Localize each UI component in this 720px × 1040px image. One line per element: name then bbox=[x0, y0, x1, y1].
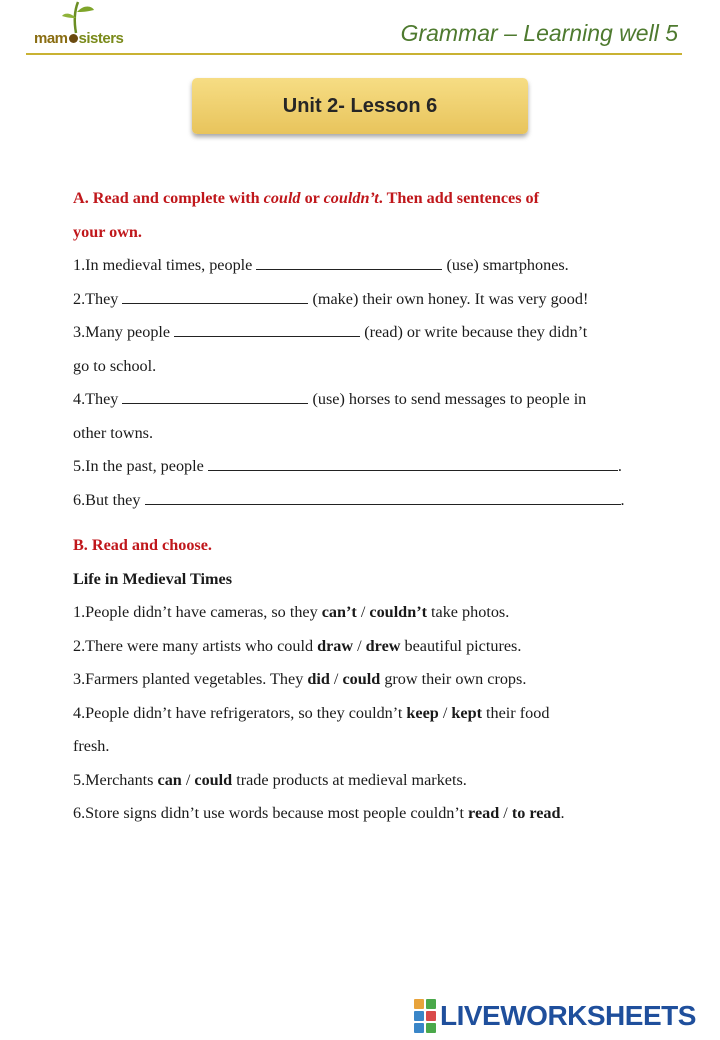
question-b4-cont: fresh. bbox=[73, 737, 110, 755]
question-text: . bbox=[560, 804, 565, 822]
section-a-heading-or: or bbox=[300, 189, 324, 207]
answer-blank-a2[interactable] bbox=[122, 289, 308, 304]
question-a6 bbox=[73, 484, 653, 518]
liveworksheets-brand: LIVEWORKSHEETS bbox=[440, 1000, 696, 1031]
question-text: 6.Store signs didn’t use words because most people couldn’t bbox=[73, 804, 469, 822]
page-header bbox=[0, 0, 720, 60]
question-text: beautiful pictures. bbox=[400, 636, 522, 655]
sprout-icon bbox=[56, 0, 96, 34]
header-title: Grammar – Learning well 5 bbox=[400, 20, 678, 46]
question-text: 4.People didn’t have refrigerators, so they couldn’t bbox=[73, 703, 407, 722]
answer-blank-a5[interactable] bbox=[208, 456, 618, 471]
choice-option-1[interactable]: keep bbox=[406, 703, 439, 722]
question-text: 1.People didn’t have cameras, so they bbox=[73, 603, 322, 621]
question-text: take photos. bbox=[426, 603, 510, 621]
choice-option-1[interactable]: did bbox=[307, 670, 330, 688]
logo-text-mam: mam bbox=[34, 30, 68, 47]
answer-blank-a1[interactable] bbox=[256, 255, 442, 270]
question-text: trade products at medieval markets. bbox=[232, 770, 467, 789]
choice-option-2[interactable]: could bbox=[342, 670, 381, 688]
question-b2 bbox=[73, 630, 653, 664]
question-text: 2.There were many artists who could bbox=[73, 636, 318, 655]
mamsisters-logo bbox=[30, 0, 130, 52]
choice-separator: / bbox=[353, 636, 366, 655]
choice-option-1[interactable]: can’t bbox=[321, 603, 357, 621]
question-a3 bbox=[73, 316, 653, 350]
question-b4 bbox=[73, 697, 653, 731]
question-text: 4.They bbox=[73, 390, 123, 408]
question-b6 bbox=[73, 797, 653, 831]
choice-option-1[interactable]: can bbox=[157, 770, 182, 789]
question-text: 5.Merchants bbox=[73, 770, 158, 789]
section-a-heading bbox=[73, 182, 653, 216]
question-text: 6.But they bbox=[73, 490, 145, 509]
choice-separator: / bbox=[329, 670, 343, 688]
section-b-heading: B. Read and choose. bbox=[73, 536, 212, 554]
question-a4 bbox=[73, 383, 653, 417]
choice-option-2[interactable]: kept bbox=[451, 703, 482, 722]
choice-separator: / bbox=[499, 804, 512, 822]
question-a5 bbox=[73, 450, 653, 484]
question-text: grow their own crops. bbox=[380, 670, 527, 688]
question-a4-cont: other towns. bbox=[73, 423, 154, 442]
question-text: 3.Farmers planted vegetables. They bbox=[73, 670, 308, 688]
question-text: . bbox=[617, 457, 622, 475]
header-divider bbox=[26, 53, 682, 55]
question-text: 1.In medieval times, people bbox=[73, 256, 257, 274]
choice-option-2[interactable]: drew bbox=[365, 636, 401, 655]
question-text: their food bbox=[481, 703, 550, 722]
question-a2 bbox=[73, 283, 653, 317]
question-text: (use) horses to send messages to people in bbox=[308, 390, 587, 408]
choice-separator: / bbox=[438, 703, 452, 722]
section-a-heading-couldnt: couldn’t bbox=[323, 189, 379, 207]
section-a-heading-text: A. Read and complete with bbox=[73, 189, 264, 207]
question-text: 5.In the past, people bbox=[73, 457, 208, 475]
answer-blank-a6[interactable] bbox=[145, 490, 621, 505]
section-a-heading-cont: your own. bbox=[73, 222, 142, 241]
question-text: (make) their own honey. It was very good! bbox=[308, 289, 589, 308]
question-text: 2.They bbox=[73, 289, 123, 308]
section-gap bbox=[73, 517, 653, 529]
question-a3-cont: go to school. bbox=[73, 356, 157, 375]
choice-separator: / bbox=[181, 770, 195, 789]
seed-icon bbox=[69, 34, 78, 43]
question-b5 bbox=[73, 764, 653, 798]
question-b1 bbox=[73, 596, 653, 630]
question-b3 bbox=[73, 663, 653, 697]
lesson-title-box bbox=[192, 78, 528, 134]
worksheet-content bbox=[73, 182, 653, 831]
question-text: (read) or write because they didn’t bbox=[360, 323, 588, 341]
section-a-heading-could: could bbox=[263, 189, 301, 207]
question-text: (use) smartphones. bbox=[442, 256, 569, 274]
liveworksheets-footer bbox=[414, 1000, 696, 1032]
section-a-heading-text-2: . Then add sentences of bbox=[378, 189, 540, 207]
choice-option-1[interactable]: draw bbox=[317, 636, 354, 655]
choice-option-1[interactable]: read bbox=[468, 804, 500, 822]
question-text: 3.Many people bbox=[73, 323, 175, 341]
answer-blank-a4[interactable] bbox=[122, 389, 308, 404]
choice-separator: / bbox=[356, 603, 370, 621]
choice-option-2[interactable]: to read bbox=[511, 804, 561, 822]
lesson-title: Unit 2- Lesson 6 bbox=[282, 94, 438, 117]
choice-option-2[interactable]: could bbox=[194, 770, 233, 789]
question-a1 bbox=[73, 249, 653, 283]
answer-blank-a3[interactable] bbox=[174, 322, 360, 337]
question-text: . bbox=[620, 490, 625, 509]
choice-option-2[interactable]: couldn’t bbox=[369, 603, 427, 621]
section-b-subtitle: Life in Medieval Times bbox=[73, 569, 233, 588]
liveworksheets-logo-icon bbox=[414, 999, 436, 1033]
logo-text-sisters: sisters bbox=[78, 30, 124, 47]
